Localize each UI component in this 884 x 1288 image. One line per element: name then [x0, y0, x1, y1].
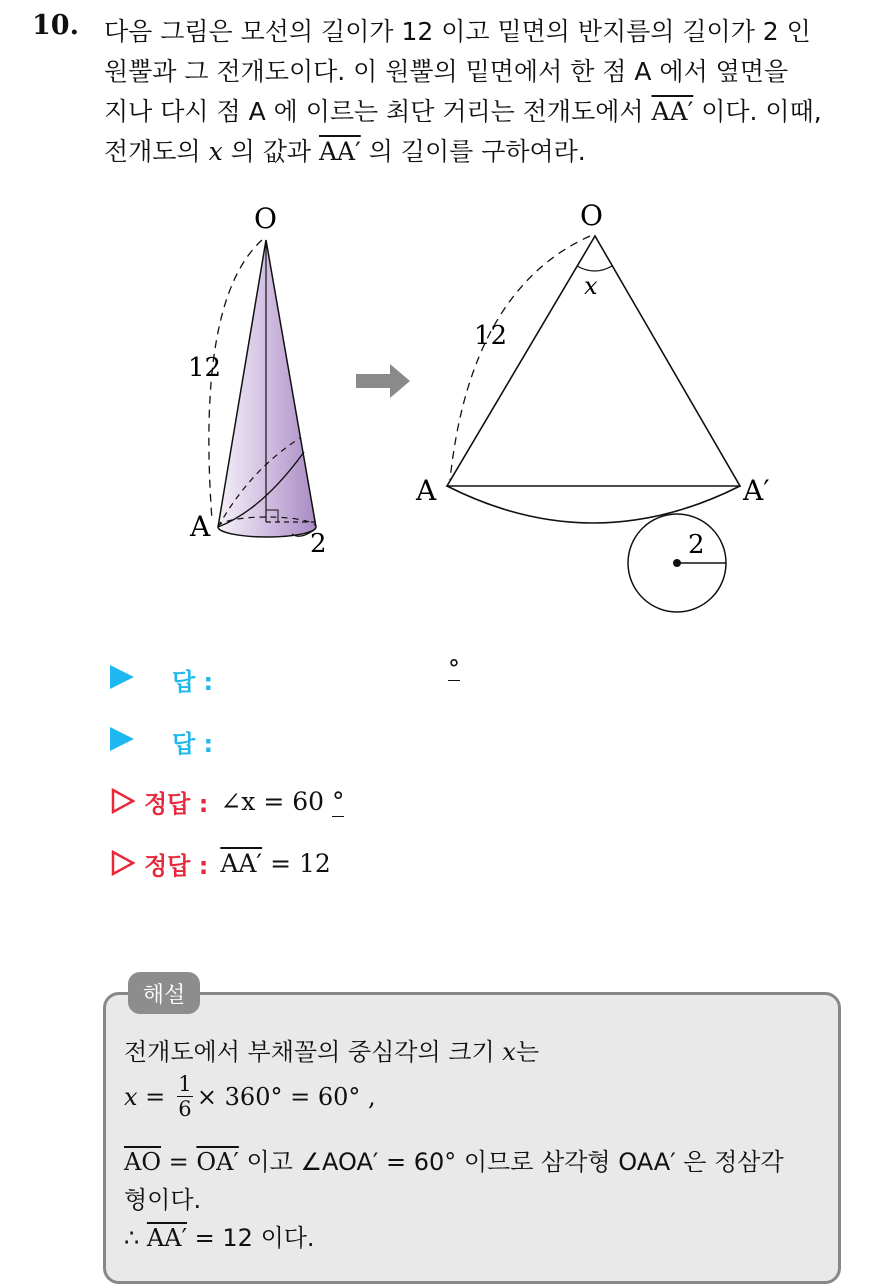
label-2: 2 [310, 529, 327, 559]
equals: = [137, 1082, 173, 1111]
solution-text: = 12 이다. [187, 1224, 315, 1252]
segment-ao: $\overline{AO}$ [124, 1148, 162, 1176]
solution-line-4: 형이다. [124, 1186, 202, 1214]
net-label-o: O [580, 199, 603, 232]
question-text: 전개도의 [104, 137, 209, 166]
equals: = [161, 1148, 197, 1176]
denominator: 6 [178, 1097, 192, 1121]
answer-label-2: 답 : [172, 730, 214, 758]
cone-body [218, 240, 316, 537]
net-label-x: x [584, 272, 598, 300]
solution-text: 는 [515, 1038, 540, 1066]
net-label-2: 2 [688, 530, 705, 560]
play-icon [110, 665, 134, 689]
therefore-symbol: ∴ [124, 1224, 147, 1252]
correct-answer-1-text: ∠x = 60 [220, 786, 325, 816]
segment-aa-prime: AA′ [146, 1224, 188, 1252]
correct-answer-1-unit: ° [331, 786, 345, 816]
question-line-3 [104, 92, 822, 128]
net-label-12: 12 [474, 321, 508, 351]
net-label-a-prime: A′ [743, 474, 770, 507]
fraction [177, 1072, 193, 1121]
variable-x: x [502, 1038, 516, 1066]
numerator: 1 [178, 1072, 192, 1096]
correct-answer-2-text: = 12 [262, 848, 331, 878]
variable-x: x [124, 1082, 138, 1111]
segment-aa-prime: AA′ [318, 137, 361, 166]
question-line-4 [104, 132, 586, 168]
solution-tag: 해설 [128, 972, 200, 1014]
answer-row-1 [110, 660, 134, 694]
correct-label-2: 정답 : [144, 851, 209, 880]
solution-text: 전개도에서 부채꼴의 중심각의 크기 [124, 1038, 503, 1066]
outline-triangle-icon [110, 850, 136, 876]
outline-triangle-icon [110, 788, 136, 814]
angle-arc [577, 266, 612, 271]
question-text: 이다. 이때, [693, 97, 822, 126]
segment-aa-prime: AA′ [220, 848, 263, 878]
solution-line-2 [124, 1072, 376, 1121]
solution-line-3 [124, 1142, 784, 1177]
variable-x: x [208, 137, 223, 166]
question-line-1: 다음 그림은 모선의 길이가 12 이고 밑면의 반지름의 길이가 2 인 [104, 17, 811, 46]
correct-label-1: 정답 : [144, 789, 209, 818]
solution-line-1 [124, 1032, 539, 1067]
question-line-2: 원뿔과 그 전개도이다. 이 원뿔의 밑면에서 한 점 A 에서 옆면을 [104, 57, 789, 86]
solution-math: × 360° = 60° , [196, 1082, 376, 1111]
answer-label-1: 답 : [172, 668, 214, 696]
question-text: 의 길이를 구하여라. [360, 137, 586, 166]
answer-1-degree[interactable]: ° [448, 655, 460, 683]
segment-oa-prime: OA′ [196, 1148, 239, 1176]
label-a: A [190, 510, 211, 543]
net-label-a: A [416, 474, 437, 507]
label-12: 12 [188, 353, 222, 383]
label-o: O [254, 202, 277, 235]
solution-text: 이고 ∠AOA′ = 60° 이므로 삼각형 OAA′ 은 정삼각 [238, 1148, 784, 1176]
question-number: 10. [32, 10, 79, 41]
correct-answer-1 [220, 787, 344, 816]
cone-figure [0, 190, 884, 630]
arrow-icon [356, 364, 410, 398]
correct-answer-2 [220, 849, 330, 878]
question-text: 의 값과 [222, 137, 319, 166]
solution-line-5 [124, 1218, 315, 1253]
play-icon [110, 727, 134, 751]
segment-aa-prime: AA′ [651, 97, 694, 126]
net-slant-brace [450, 236, 590, 480]
answer-row-2 [110, 722, 134, 756]
question-text: 지나 다시 점 A 에 이르는 최단 거리는 전개도에서 [104, 97, 652, 126]
correct-row-1 [110, 784, 344, 818]
correct-row-2 [110, 846, 331, 880]
